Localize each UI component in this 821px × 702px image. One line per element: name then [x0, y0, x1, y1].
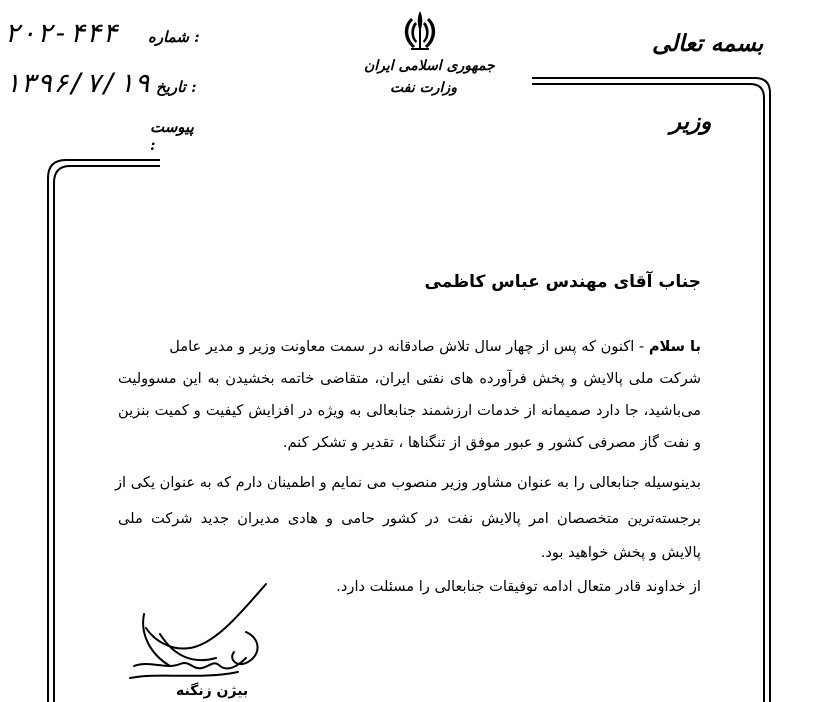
greeting: با سلام [648, 338, 701, 355]
org-country: جمهوری اسلامی ایران [364, 58, 495, 74]
letter-line-8: از خداوند قادر متعال ادامه توفیقات جنابعالی را مسئلت دارد. [336, 578, 701, 595]
letter-line-2: شرکت ملی پالایش و پخش فرآورده های نفتی ایران، متقاضی خاتمه بخشیدن به این مسوولیت [118, 370, 701, 387]
letter-number: ۲۰۲-۴۴۴ [4, 18, 118, 49]
org-ministry: وزارت نفت [390, 80, 457, 96]
letter-line-3: می‌باشید، جا دارد صمیمانه از خدمات ارزشمند جنابعالی به ویژه در افزایش کیفیت و کمیت بنزین [118, 402, 701, 419]
letter-line-6: برجسته‌ترین متخصصان امر پالایش نفت در کشور حامی و هادی مدیران جدید شرکت ملی [118, 510, 701, 527]
letter-line-7: پالایش و پخش خواهید بود. [540, 544, 701, 561]
addressee: جناب آقای مهندس عباس کاظمی [424, 272, 701, 292]
letter-line-5: بدینوسیله جنابعالی را به عنوان مشاور وزیر منصوب می نمایم و اطمینان دارم که به عنوان یکی از [115, 474, 701, 491]
sender-title: وزیر [670, 108, 712, 135]
letter-number-label: شماره : [148, 28, 200, 46]
letter-date-label: تاریخ : [156, 78, 197, 96]
letter-line-4: و نفت گاز مصرفی کشور و عبور موفق از تنگناها ، تقدیر و تشکر کنم. [282, 434, 701, 451]
letter-attachment-label: پیوست : [150, 118, 194, 154]
handwritten-signature [120, 574, 280, 686]
letter-line-1 [169, 338, 701, 355]
signatory-name: بیژن زنگنه [176, 683, 249, 699]
letter-line-1-text: - اکنون که پس از چهار سال تلاش صادقانه در سمت معاونت وزیر و مدیر عامل [169, 338, 645, 355]
invocation: بسمه تعالی [652, 30, 764, 57]
letter-date: ۱۳۹۶/۷/۱۹ [4, 68, 151, 99]
